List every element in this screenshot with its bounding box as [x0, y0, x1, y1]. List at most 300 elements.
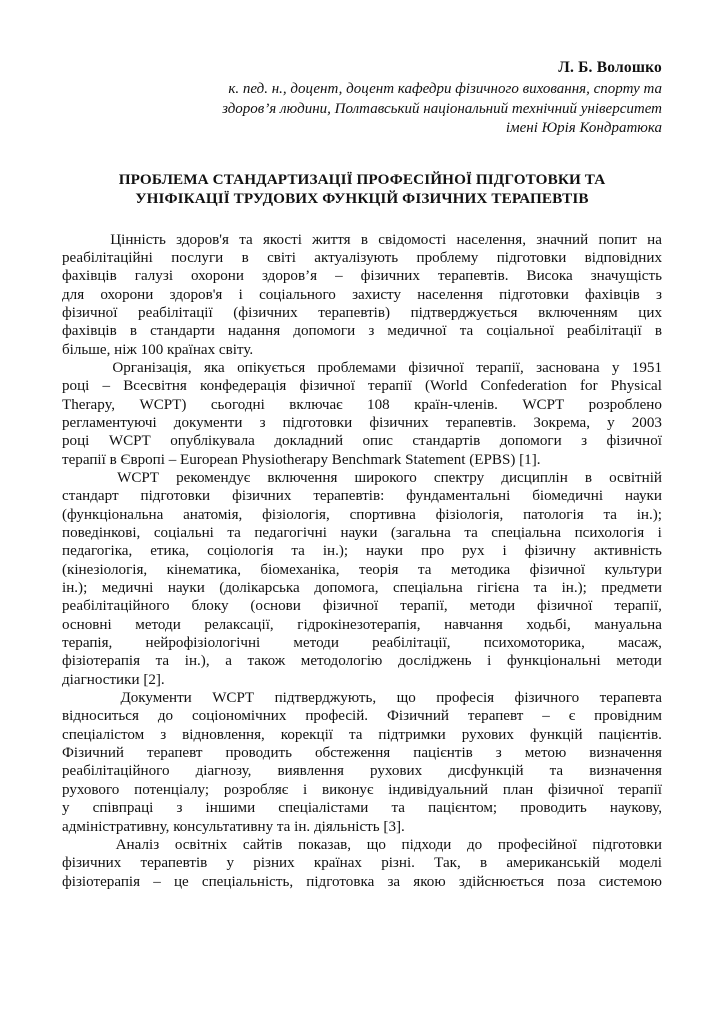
paragraph	[62, 689, 662, 836]
word: терапії,	[614, 598, 662, 615]
word: (долікарська	[219, 580, 300, 597]
word: рекомендує	[176, 469, 251, 486]
word: ін.);	[62, 580, 88, 597]
word: блоку	[191, 598, 229, 615]
word: життя	[312, 231, 351, 248]
word: гідрокінезотерапія,	[297, 616, 421, 633]
affiliation-line: здоров’я людини, Полтавський національний технічний університет	[222, 100, 662, 117]
word: фізичної	[529, 561, 586, 578]
word: фундаментальні	[406, 488, 511, 505]
word: підготовки	[140, 488, 211, 505]
word: це	[173, 873, 189, 890]
word: спеціальна	[491, 525, 562, 541]
word: і	[487, 653, 492, 670]
word: системою	[598, 873, 662, 890]
text-line	[62, 304, 662, 322]
word: освітній	[609, 469, 662, 486]
word: методи	[293, 635, 339, 652]
word: показав,	[298, 836, 352, 853]
word: реабілітації	[567, 323, 642, 340]
title-line: УНІФІКАЦІЇ ТРУДОВИХ ФУНКЦІЙ ФІЗИЧНИХ ТЕРАПЕВТІВ	[135, 190, 589, 207]
word: визначення	[589, 745, 662, 762]
word: докладний	[274, 433, 344, 450]
word: біомедичні	[532, 488, 604, 505]
word: що	[366, 836, 386, 853]
word: і	[303, 781, 308, 798]
text-line	[62, 377, 662, 395]
word: (загальна	[390, 525, 451, 541]
text-line	[62, 542, 662, 560]
text-line	[62, 854, 662, 872]
word: рухових	[369, 763, 423, 780]
word: навчання	[444, 616, 503, 633]
word: до	[157, 708, 174, 725]
word: рухових	[461, 726, 514, 743]
word: підготовка	[306, 873, 375, 890]
word: країнах	[313, 855, 362, 872]
word: рух	[462, 543, 485, 560]
word: терапії	[618, 781, 662, 798]
word: допомога,	[314, 580, 379, 597]
text-line	[62, 744, 662, 762]
word: світі	[267, 249, 296, 266]
word: році	[62, 433, 90, 450]
word: анатомія,	[183, 506, 243, 523]
word: про	[420, 543, 445, 560]
word: фізіологія,	[435, 506, 504, 523]
word: опублікувала	[170, 433, 255, 450]
paragraph-indent	[62, 231, 100, 249]
text-line	[62, 231, 662, 249]
text-line	[62, 726, 662, 744]
word: включає	[289, 396, 343, 413]
word: спеціалістами	[278, 800, 369, 817]
word: з	[259, 414, 266, 431]
word: допомоги	[293, 323, 356, 340]
word: (кінезіологія,	[62, 561, 148, 578]
word: медичні	[101, 580, 154, 597]
word: основні	[62, 616, 112, 633]
word: Так,	[434, 855, 461, 872]
word: 108	[367, 396, 390, 413]
text-line	[62, 286, 662, 304]
word: фізіологія,	[262, 506, 330, 523]
word: також	[247, 653, 286, 670]
word: в	[480, 855, 488, 872]
word: і	[502, 543, 507, 560]
word: співпраці	[92, 800, 154, 817]
word: здоров'я	[169, 286, 223, 303]
word: діагнозу,	[195, 763, 252, 780]
text-line	[62, 579, 662, 597]
word: визначення	[589, 763, 662, 780]
word: ін.);	[322, 543, 349, 560]
word: фізіотерапія	[62, 653, 141, 670]
word: допомоги	[499, 433, 562, 450]
word: методика	[450, 561, 511, 578]
word: психомоторика,	[483, 635, 585, 652]
word: опис	[362, 433, 393, 450]
word: культури	[604, 561, 662, 578]
word: та	[459, 323, 474, 340]
text-line	[62, 616, 662, 634]
word: за	[387, 873, 401, 890]
word: ін.),	[184, 653, 210, 670]
word: терапевтів	[140, 855, 208, 872]
word: дисфункцій	[448, 763, 524, 780]
word: Організація,	[112, 359, 192, 376]
word: свідомості	[378, 231, 447, 248]
word: реабілітаційні	[62, 249, 153, 266]
word: професія	[436, 690, 495, 707]
word: значний	[536, 231, 589, 248]
text-line	[62, 597, 662, 615]
word: реабілітації,	[372, 635, 451, 652]
word: WCPT	[522, 396, 565, 413]
text-line	[62, 634, 662, 652]
word: етика,	[150, 543, 190, 560]
word: та	[464, 525, 478, 541]
word: в	[129, 323, 137, 340]
word: (функціональна	[62, 506, 164, 523]
word: терапії,	[476, 359, 524, 376]
word: for	[580, 378, 598, 395]
word: населення,	[456, 231, 526, 248]
text-line	[62, 873, 662, 891]
word: широкого	[354, 469, 417, 486]
word: соціономічних	[191, 708, 287, 725]
text-line	[62, 249, 662, 267]
text-line	[62, 707, 662, 725]
word: Фізичний	[387, 708, 449, 725]
word: соціального	[259, 286, 336, 303]
text-line	[62, 836, 662, 854]
word: конфедерація	[200, 378, 287, 395]
word: стандарт	[62, 488, 119, 505]
word: наукову,	[609, 800, 662, 817]
word: обстеження	[315, 745, 391, 762]
word: підходи	[401, 836, 452, 853]
word: фізичної	[322, 598, 379, 615]
paragraph	[62, 231, 662, 359]
word: корекції	[280, 726, 333, 743]
word: різні.	[381, 855, 415, 872]
word: предмети	[601, 580, 662, 597]
word: фізичних	[62, 855, 122, 872]
word: науки	[167, 580, 205, 597]
word: Аналіз	[115, 836, 160, 853]
word: включенням	[538, 304, 618, 321]
word: та	[533, 580, 548, 597]
word: в	[360, 231, 369, 248]
word: фізичної	[408, 359, 464, 376]
word: теорія	[358, 561, 399, 578]
word: (основи	[250, 598, 301, 615]
word: (World	[425, 378, 468, 395]
word: Therapy,	[62, 396, 116, 413]
text-line	[62, 322, 662, 340]
word: у	[62, 800, 70, 817]
word: рухового	[62, 781, 120, 798]
word: а	[225, 653, 232, 670]
word: та	[348, 726, 363, 743]
word: терапії	[368, 378, 412, 395]
word: фізичних	[369, 414, 429, 431]
word: WCPT	[212, 690, 255, 707]
word: методи	[469, 598, 516, 615]
word: фізичного	[514, 690, 580, 707]
word: попит	[598, 231, 637, 248]
word: Всесвітня	[123, 378, 187, 395]
word: в	[654, 323, 662, 340]
word: педагогіка,	[62, 543, 133, 560]
word: дисциплін	[501, 469, 568, 486]
word: терапевтів.	[437, 268, 509, 285]
word: терапевтів)	[318, 304, 391, 321]
text-line	[62, 781, 662, 799]
word: та	[549, 763, 564, 780]
word: функцій	[529, 726, 583, 743]
word: яка	[203, 359, 225, 376]
word: для	[62, 286, 85, 303]
word: план	[502, 781, 534, 798]
word: провідним	[594, 708, 662, 725]
word: відноситься	[62, 708, 139, 725]
word: професійної	[497, 836, 577, 853]
word: фахівців	[585, 286, 640, 303]
word: що	[396, 690, 416, 707]
word: фізичної	[299, 378, 355, 395]
word: надання	[227, 323, 281, 340]
text-line	[62, 469, 662, 487]
text-line	[62, 506, 662, 524]
word: психологія	[574, 525, 645, 541]
word: опікується	[237, 359, 306, 376]
word: відновлення,	[182, 726, 265, 743]
word: 1951	[631, 359, 662, 376]
word: ходьбі,	[526, 616, 571, 633]
word: якою	[413, 873, 446, 890]
word: соціологія	[207, 543, 274, 560]
word: підтверджують,	[274, 690, 377, 707]
word: Фізичний	[62, 745, 124, 762]
word: з	[581, 433, 588, 450]
word: галузі	[134, 268, 174, 285]
word: до	[467, 836, 483, 853]
word: фізіотерапія	[62, 873, 141, 890]
word: підготовки	[592, 836, 662, 853]
word: індивідуальний	[388, 781, 489, 798]
text-line	[62, 414, 662, 432]
word: фізичних	[232, 488, 292, 505]
affiliation-line: к. пед. н., доцент, доцент кафедри фізичного виховання, спорту та	[228, 81, 662, 97]
word: методологію	[300, 653, 383, 670]
text-line: більше, ніж 100 країнах світу.	[62, 341, 254, 358]
word: актуалізують	[314, 249, 399, 266]
text-line	[62, 359, 662, 377]
text-line: терапії в Європі – European Physiotherapy Benchmark Statement (EPBS) [1].	[62, 451, 541, 468]
paragraph	[62, 469, 662, 689]
word: освітніх	[174, 836, 228, 853]
word: та	[417, 561, 432, 578]
word: з	[176, 800, 183, 817]
paragraph-indent	[62, 689, 100, 707]
word: методи	[135, 616, 181, 633]
word: мануальна	[594, 616, 662, 633]
word: у	[611, 359, 620, 376]
word: підтверджується	[410, 304, 518, 321]
word: медичної	[387, 323, 447, 340]
word: та	[603, 506, 617, 523]
word: та	[291, 543, 305, 560]
word: в	[584, 469, 593, 486]
word: спеціальність,	[201, 873, 294, 890]
word: включення	[267, 469, 338, 486]
word: реабілітаційного	[62, 763, 170, 780]
page-title	[62, 170, 662, 209]
word: WCPT	[117, 469, 160, 486]
word: досліджень	[397, 653, 472, 670]
word: терапевтів:	[313, 488, 385, 505]
word: терапії,	[400, 598, 448, 615]
word: Документи	[120, 690, 192, 707]
word: біомеханіка,	[260, 561, 340, 578]
word: –	[102, 378, 111, 395]
word: сайтів	[242, 836, 283, 853]
word: пацієнтів.	[598, 726, 662, 743]
word: соціальні	[153, 525, 214, 541]
word: –	[542, 708, 550, 725]
word: на	[647, 231, 662, 248]
word: терапевта	[599, 690, 662, 707]
text-line	[62, 267, 662, 285]
word: країн-членів.	[414, 396, 498, 413]
word: професій.	[305, 708, 369, 725]
word: виконує	[322, 781, 374, 798]
word: терапія,	[62, 635, 113, 652]
word: патологія	[523, 506, 584, 523]
word: ін.);	[561, 580, 587, 597]
word: здоров'я	[176, 231, 229, 248]
text-line: діагностики [2].	[62, 671, 165, 688]
word: підготовки	[499, 286, 569, 303]
word: та	[239, 231, 253, 248]
word: здоров’я	[261, 268, 318, 285]
title-line: ПРОБЛЕМА СТАНДАРТИЗАЦІЇ ПРОФЕСІЙНОЇ ПІДГОТОВКИ ТА	[118, 170, 606, 188]
word: WCPT)	[139, 396, 187, 413]
word: Зокрема,	[533, 414, 590, 431]
word: підготовки	[282, 414, 353, 431]
word: поза	[557, 873, 586, 890]
word: терапевтів.	[445, 414, 517, 431]
word: з	[368, 323, 375, 340]
word: методи	[616, 653, 662, 670]
word: Physical	[610, 378, 662, 395]
word: релаксації,	[204, 616, 274, 633]
word: спеціальна	[392, 580, 463, 597]
word: нейрофізіологічні	[145, 635, 261, 652]
word: заснована	[536, 359, 600, 376]
word: кінематика,	[166, 561, 241, 578]
word: спеціалістом	[62, 726, 145, 743]
word: послуги	[171, 249, 224, 266]
word: моделі	[619, 855, 662, 872]
word: реабілітаційного	[62, 598, 170, 615]
word: стандарти	[150, 323, 215, 340]
word: метою	[524, 745, 567, 762]
word: фахівців	[62, 323, 117, 340]
text-line	[62, 396, 662, 414]
paragraph	[62, 359, 662, 469]
word: фізичних	[360, 268, 420, 285]
word: з	[656, 286, 662, 303]
text-line	[62, 799, 662, 817]
text-line	[62, 524, 662, 542]
word: проблемами	[317, 359, 397, 376]
word: фізичної	[62, 304, 118, 321]
word: стандартів	[412, 433, 481, 450]
word: цих	[638, 304, 662, 321]
word: спектру	[433, 469, 485, 486]
text-line: адміністративну, консультативну та ін. діяльність [3].	[62, 818, 405, 835]
word: фізичної	[606, 433, 662, 450]
paragraph-indent	[62, 359, 100, 377]
word: активність	[593, 543, 662, 560]
word: гігієна	[477, 580, 520, 597]
word: американській	[506, 855, 600, 872]
word: пацієнтів	[413, 745, 473, 762]
word: відповідних	[584, 249, 662, 266]
word: –	[153, 873, 161, 890]
page-content	[62, 58, 662, 891]
word: ін.);	[636, 506, 662, 523]
text-line	[62, 432, 662, 450]
word: є	[568, 708, 576, 725]
word: фізичної	[547, 781, 604, 798]
word: в	[241, 249, 249, 266]
word: соціальної	[486, 323, 554, 340]
word: фахівців	[62, 268, 117, 285]
author-name: Л. Б. Волошко	[558, 59, 662, 76]
word: реабілітації	[138, 304, 213, 321]
word: та	[227, 525, 241, 541]
word: значущість	[590, 268, 662, 285]
affiliation-line: імені Юрія Кондратюка	[505, 120, 662, 136]
word: проводить	[520, 800, 587, 817]
word: у	[226, 855, 235, 872]
word: охорони	[191, 268, 244, 285]
author-block	[62, 58, 662, 139]
word: і	[238, 286, 243, 303]
paragraph-indent	[62, 836, 100, 854]
word: спортивна	[349, 506, 416, 523]
word: виявлення	[277, 763, 344, 780]
word: і	[657, 525, 662, 541]
word: іншими	[205, 800, 256, 817]
word: захисту	[352, 286, 401, 303]
text-line	[62, 689, 662, 707]
word: Confederation	[480, 378, 567, 395]
word: якості	[262, 231, 302, 248]
word: терапевт	[146, 745, 203, 762]
word: науки	[624, 488, 662, 505]
word: функціональні	[506, 653, 601, 670]
document-body	[62, 231, 662, 891]
text-line	[62, 561, 662, 579]
word: регламентуючі	[62, 414, 157, 431]
word: населення	[417, 286, 483, 303]
word: сьогодні	[210, 396, 265, 413]
